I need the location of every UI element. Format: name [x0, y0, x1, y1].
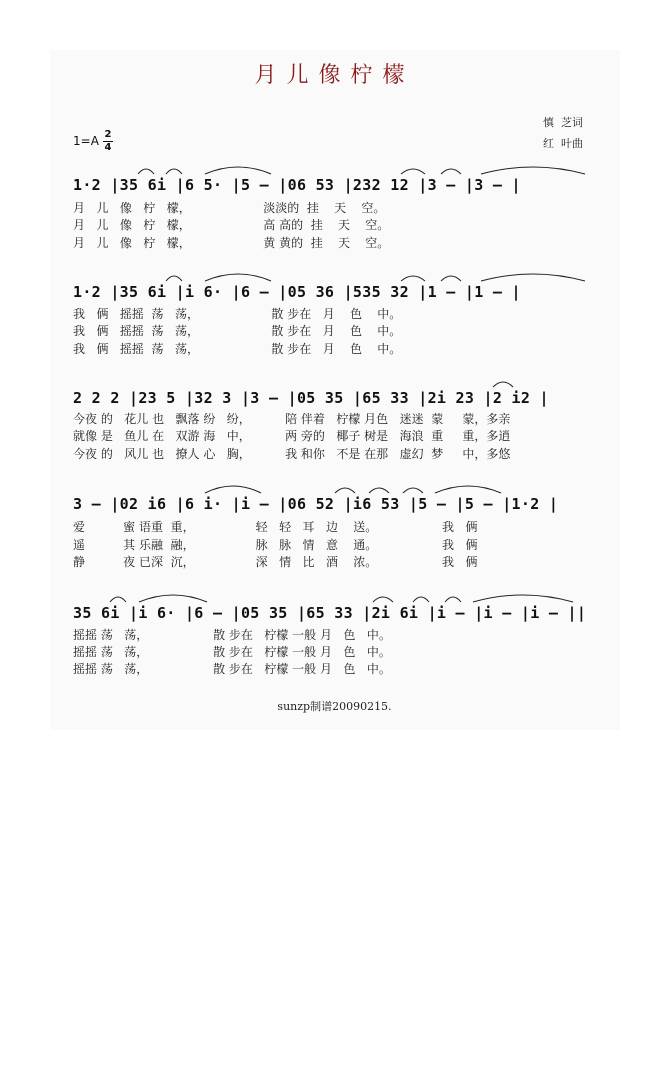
notation-line-4: 3 – |02 i6 |6 i· |i – |06 52 |i6 53 |5 – |5 – |1·2 |: [73, 495, 559, 513]
notation-line-1: 1·2 |35 6i |6 5· |5 – |06 53 |232 12 |3 – |3 – |: [73, 176, 521, 194]
lyric-line-3-2: 就像 是 鱼儿 在 双游 海 中， 两 旁的 椰子 树是 海浪 重 重，多逍: [73, 429, 511, 443]
lyric-line-2-3: 我 俩 摇摇 荡 荡， 散 步在 月 色 中。: [73, 342, 402, 356]
lyric-line-2-1: 我 俩 摇摇 荡 荡， 散 步在 月 色 中。: [73, 307, 402, 321]
footer-credit: sunzp制谱20090215.: [277, 700, 392, 713]
lyric-line-1-1: 月 儿 像 柠 檬， 淡淡的 挂 天 空。: [73, 201, 386, 215]
time-signature: [103, 130, 113, 153]
lyric-line-3-1: 今夜 的 花儿 也 飘落 纷 纷， 陪 伴着 柠檬 月色 迷迷 蒙 蒙，多亲: [73, 412, 511, 426]
lyric-line-1-3: 月 儿 像 柠 檬， 黄 黄的 挂 天 空。: [73, 236, 390, 250]
notation-line-3: 2 2 2 |23 5 |32 3 |3 – |05 35 |65 33 |2i 23 |2 i2 |: [73, 389, 549, 407]
time-signature-bottom: 4: [104, 142, 112, 153]
composer-credit: 红 叶曲: [543, 137, 583, 150]
lyric-line-5-2: 摇摇 荡 荡， 散 步在 柠檬 一般 月 色 中。: [73, 645, 391, 659]
notation-line-2: 1·2 |35 6i |i 6· |6 – |05 36 |535 32 |1 – |1 – |: [73, 283, 521, 301]
lyric-line-5-3: 摇摇 荡 荡， 散 步在 柠檬 一般 月 色 中。: [73, 662, 391, 676]
song-title: 月儿像柠檬: [254, 63, 415, 88]
lyric-line-3-3: 今夜 的 风儿 也 撩人 心 胸， 我 和你 不是 在那 虚幻 梦 中，多悠: [73, 447, 511, 461]
lyric-line-4-3: 静 夜 已深 沉， 深 情 比 酒 浓。 我 俩: [73, 555, 478, 569]
lyric-line-4-1: 爱 蜜 语重 重， 轻 轻 耳 边 送。 我 俩: [73, 520, 478, 534]
key-signature: 1=A: [73, 134, 99, 148]
notation-line-5: 35 6i |i 6· |6 – |05 35 |65 33 |2i 6i |i – |i – |i – ||: [73, 604, 587, 622]
time-signature-top: 2: [104, 129, 112, 140]
lyricist-credit: 慎 芝词: [543, 116, 583, 129]
lyric-line-5-1: 摇摇 荡 荡， 散 步在 柠檬 一般 月 色 中。: [73, 628, 391, 642]
lyric-line-1-2: 月 儿 像 柠 檬， 高 高的 挂 天 空。: [73, 218, 390, 232]
lyric-line-2-2: 我 俩 摇摇 荡 荡， 散 步在 月 色 中。: [73, 324, 402, 338]
lyric-line-4-2: 遥 其 乐融 融， 脉 脉 情 意 通。 我 俩: [73, 538, 478, 552]
